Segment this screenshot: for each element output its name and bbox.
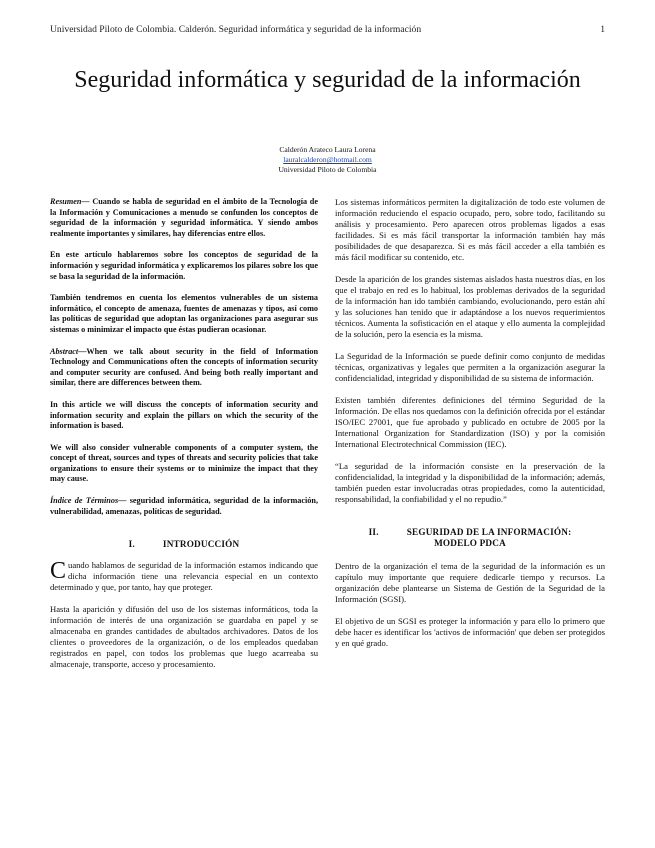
- section-title: INTRODUCCIÓN: [162, 539, 240, 550]
- resumen-text: — Cuando se habla de seguridad en el ámbito de la Tecnología de la Información y Comunicaciones a menudo se confunden los conceptos de seguridad de la información y seguridad informática. Y siendo ambos realmente importantes y similares, hay diferencias entre ellos.: [50, 197, 318, 238]
- body-paragraph-3: La Seguridad de la Información se puede definir como conjunto de medidas técnicas, organizativas y legales que permiten a la organización asegurar la confidencialidad, integridad y disponibilidad de su sistema de información.: [335, 351, 605, 383]
- running-header: [50, 24, 605, 35]
- abstract-paragraph: [50, 347, 318, 389]
- resumen-paragraph-3: También tendremos en cuenta los elementos vulnerables de un sistema informático, el concepto de amenaza, fuentes de amenazas y tipos, así como las políticas de seguridad que adoptan las organizaciones para asegurar sus sistemas o minimizar el impacto que éstas pudieran ocasionar.: [50, 293, 318, 334]
- section-number: II.: [368, 527, 379, 537]
- section-title-line-1: SEGURIDAD DE LA INFORMACIÓN:: [406, 527, 572, 537]
- abstract-paragraph-2: In this article we will discuss the concepts of information security and information security and explain the pillars on which the security of the information is based.: [50, 399, 318, 431]
- author-block: [0, 145, 655, 175]
- drop-cap: C: [50, 557, 67, 584]
- index-terms-paragraph: [50, 496, 318, 517]
- author-name: Calderón Arateco Laura Lorena: [279, 145, 376, 154]
- abstract-text: —When we talk about security in the field of Information Technology and Communications often the concepts of information security and computer security are confused. And being both really important and similar, there are differences between them.: [50, 346, 318, 388]
- left-column: [50, 197, 318, 681]
- abstract-label: Abstract: [50, 346, 79, 356]
- body-paragraph-5: Dentro de la organización el tema de la seguridad de la información es un capítulo muy importante que requiere dedicarle tiempo y recursos. La organización debe plantearse un Sistema de Gestión de la Seguridad de la Información (SGSI).: [335, 561, 605, 604]
- author-affiliation: Universidad Piloto de Colombia: [278, 165, 377, 174]
- section-heading-introduccion: [50, 539, 318, 550]
- intro-paragraph-1: [50, 557, 318, 593]
- intro-paragraph-2: Hasta la aparición y difusión del uso de los sistemas informáticos, toda la información de interés de una organización se guardaba en papel y se almacenaba en grandes cantidades de abultados archivadores. Datos de los clientes o proveedores de la organización, o de los empleados quedaban registrados en papel, con todos los problemas que luego acarreaba su almacenaje, transporte, acceso y procesamiento.: [50, 603, 318, 669]
- abstract-paragraph-3: We will also consider vulnerable components of a computer system, the concept of threat, sources and types of threats and security policies that take organizations to ensure their systems or to minimize the impact that they may cause.: [50, 442, 318, 484]
- paper-title: Seguridad informática y seguridad de la información: [74, 67, 581, 93]
- index-terms-label: Índice de Términos: [50, 496, 119, 506]
- resumen-label: Resumen: [50, 197, 82, 206]
- body-paragraph-2: Desde la aparición de los grandes sistemas aislados hasta nuestros días, en los que el trabajo en red es lo habitual, los problemas derivados de la seguridad de la información han ido también cambiando, evolucionando, pero están ahí y las soluciones han tenido que ir adaptándose a los nuevos requerimientos técnicos. Aumenta la sofisticación en el ataque y ello aumenta la complejidad de la solución, pero la esencia es la misma.: [335, 274, 605, 339]
- author-email-link[interactable]: lauralcalderon@hotmail.com: [283, 155, 372, 164]
- iso-quote: “La seguridad de la información consiste en la preservación de la confidencialidad, la integridad y la disponibilidad de la información; además, también pueden estar involucradas otras propiedades, como la autenticidad, responsabilidad, la confiabilidad y el no repudio.”: [335, 461, 605, 504]
- section-heading-modelo-pdca: [335, 527, 605, 549]
- body-paragraph-4: Existen también diferentes definiciones del término Seguridad de la Información. De ellas nos quedamos con la definición ofrecida por el estándar ISO/IEC 27001, que fue aprobado y publicado en octubre de 2005 por la International Organization for Standardization (ISO) y por la comisión International Electrotechnical Commission (IEC).: [335, 395, 605, 449]
- section-number: I.: [128, 539, 135, 550]
- body-paragraph-1: Los sistemas informáticos permiten la digitalización de todo este volumen de información reduciendo el espacio ocupado, pero, sobre todo, facilitando su análisis y procesamiento. Pero aparecen otros problemas ligados a esas facilidades. Si es más fácil transportar la información también hay más posibilidades de que desaparezca. Si es más fácil acceder a ella también es más fácil modificar su contenido, etc.: [335, 197, 605, 262]
- index-terms-text: — seguridad informática, seguridad de la información, vulnerabilidad, amenazas, políticas de seguridad.: [50, 496, 319, 516]
- body-paragraph-6: El objetivo de un SGSI es proteger la información y para ello lo primero que debe hacer es identificar los 'activos de información' que deben ser protegidos y en qué grado.: [335, 616, 605, 648]
- resumen-paragraph: [50, 197, 318, 239]
- right-column: [335, 197, 605, 660]
- section-title-line-2: MODELO PDCA: [434, 538, 506, 548]
- running-title: Universidad Piloto de Colombia. Calderón. Seguridad informática y seguridad de la información: [50, 24, 422, 35]
- resumen-paragraph-2: En este artículo hablaremos sobre los conceptos de seguridad de la información y seguridad informática y explicaremos los pilares sobre los que se basa la seguridad de la información.: [50, 250, 318, 281]
- intro-paragraph-1-text: uando hablamos de seguridad de la información estamos indicando que dicha información tiene una relevancia especial en un contexto determinado y que, por tanto, hay que proteger.: [50, 559, 318, 592]
- page-number: 1: [600, 24, 605, 35]
